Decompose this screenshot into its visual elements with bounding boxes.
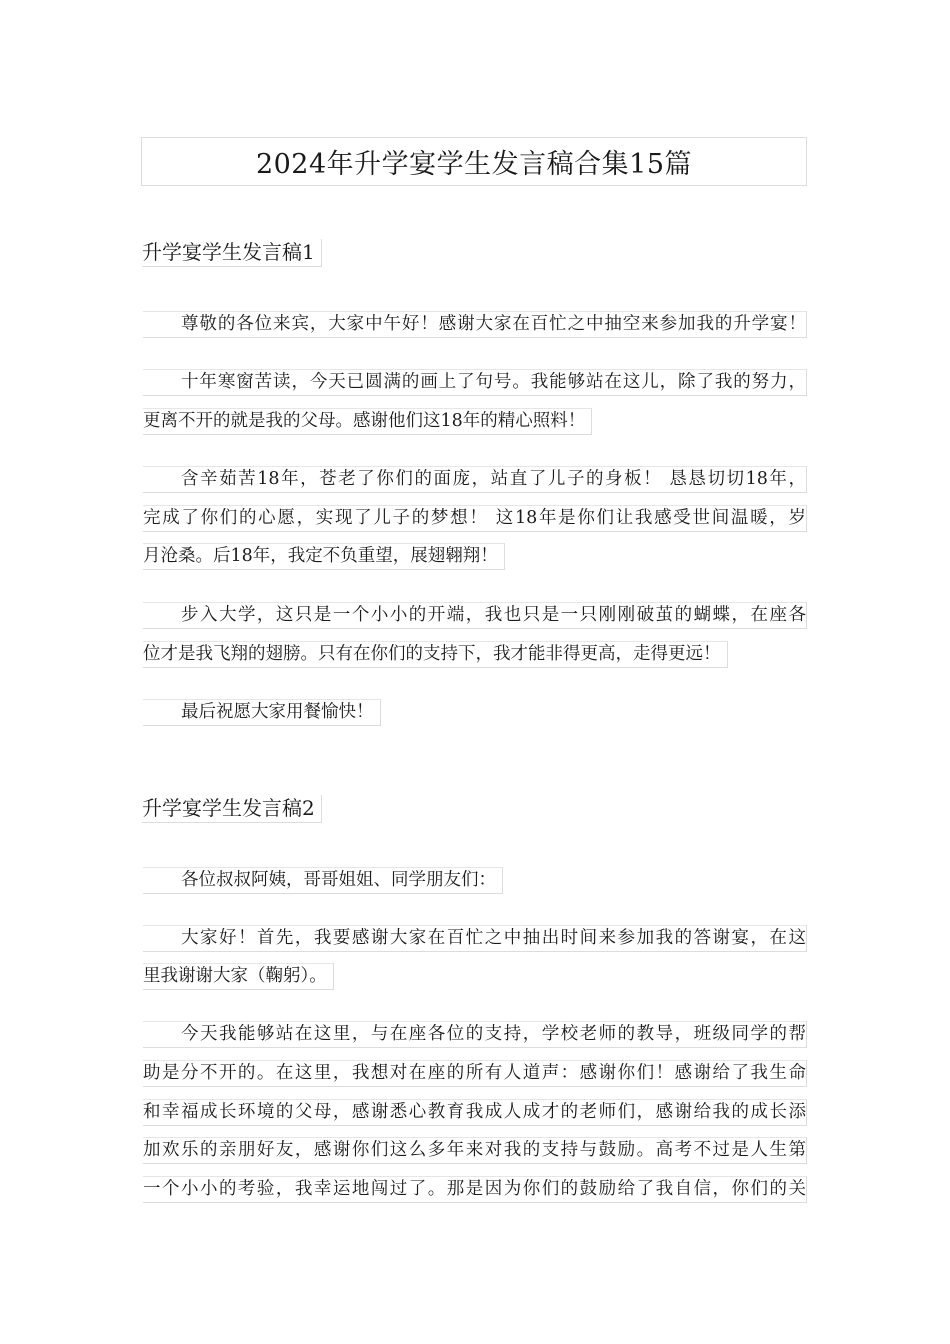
paragraph-line: 位才是我飞翔的翅膀。只有在你们的支持下，我才能非得更高，走得更远！ bbox=[143, 641, 728, 668]
paragraph-line: 十年寒窗苦读，今天已圆满的画上了句号。我能够站在这儿，除了我的努力， bbox=[143, 369, 807, 396]
paragraph-line: 今天我能够站在这里，与在座各位的支持，学校老师的教导，班级同学的帮 bbox=[143, 1021, 807, 1048]
paragraph-line: 步入大学，这只是一个小小的开端，我也只是一只刚刚破茧的蝴蝶，在座各 bbox=[143, 602, 807, 629]
paragraph-line: 更离不开的就是我的父母。感谢他们这18年的精心照料！ bbox=[143, 408, 592, 435]
paragraph-line: 一个小小的考验，我幸运地闯过了。那是因为你们的鼓励给了我自信，你们的关 bbox=[143, 1176, 807, 1203]
section-heading-2: 升学宴学生发言稿2 bbox=[142, 795, 322, 823]
section-heading-1: 升学宴学生发言稿1 bbox=[142, 239, 322, 267]
paragraph-line: 完成了你们的心愿，实现了儿子的梦想！ 这18年是你们让我感受世间温暖，岁 bbox=[143, 505, 807, 532]
paragraph-line: 和幸福成长环境的父母，感谢悉心教育我成人成才的老师们，感谢给我的成长添 bbox=[143, 1099, 807, 1126]
paragraph-line: 里我谢谢大家（鞠躬）。 bbox=[143, 963, 334, 990]
paragraph-line: 助是分不开的。在这里，我想对在座的所有人道声：感谢你们！感谢给了我生命 bbox=[143, 1060, 807, 1087]
document-title: 2024年升学宴学生发言稿合集15篇 bbox=[141, 137, 807, 186]
paragraph-line: 最后祝愿大家用餐愉快！ bbox=[143, 699, 381, 726]
paragraph-line: 含辛茹苦18年，苍老了你们的面庞，站直了儿子的身板！ 恳恳切切18年， bbox=[143, 466, 807, 493]
paragraph-line: 大家好！首先，我要感谢大家在百忙之中抽出时间来参加我的答谢宴，在这 bbox=[143, 925, 807, 952]
paragraph-line: 尊敬的各位来宾，大家中午好！感谢大家在百忙之中抽空来参加我的升学宴！ bbox=[143, 311, 807, 338]
paragraph-line: 各位叔叔阿姨，哥哥姐姐、同学朋友们： bbox=[143, 867, 503, 894]
paragraph-line: 月沧桑。后18年，我定不负重望，展翅翱翔！ bbox=[143, 543, 505, 570]
paragraph-line: 加欢乐的亲朋好友，感谢你们这么多年来对我的支持与鼓励。高考不过是人生第 bbox=[143, 1137, 807, 1164]
